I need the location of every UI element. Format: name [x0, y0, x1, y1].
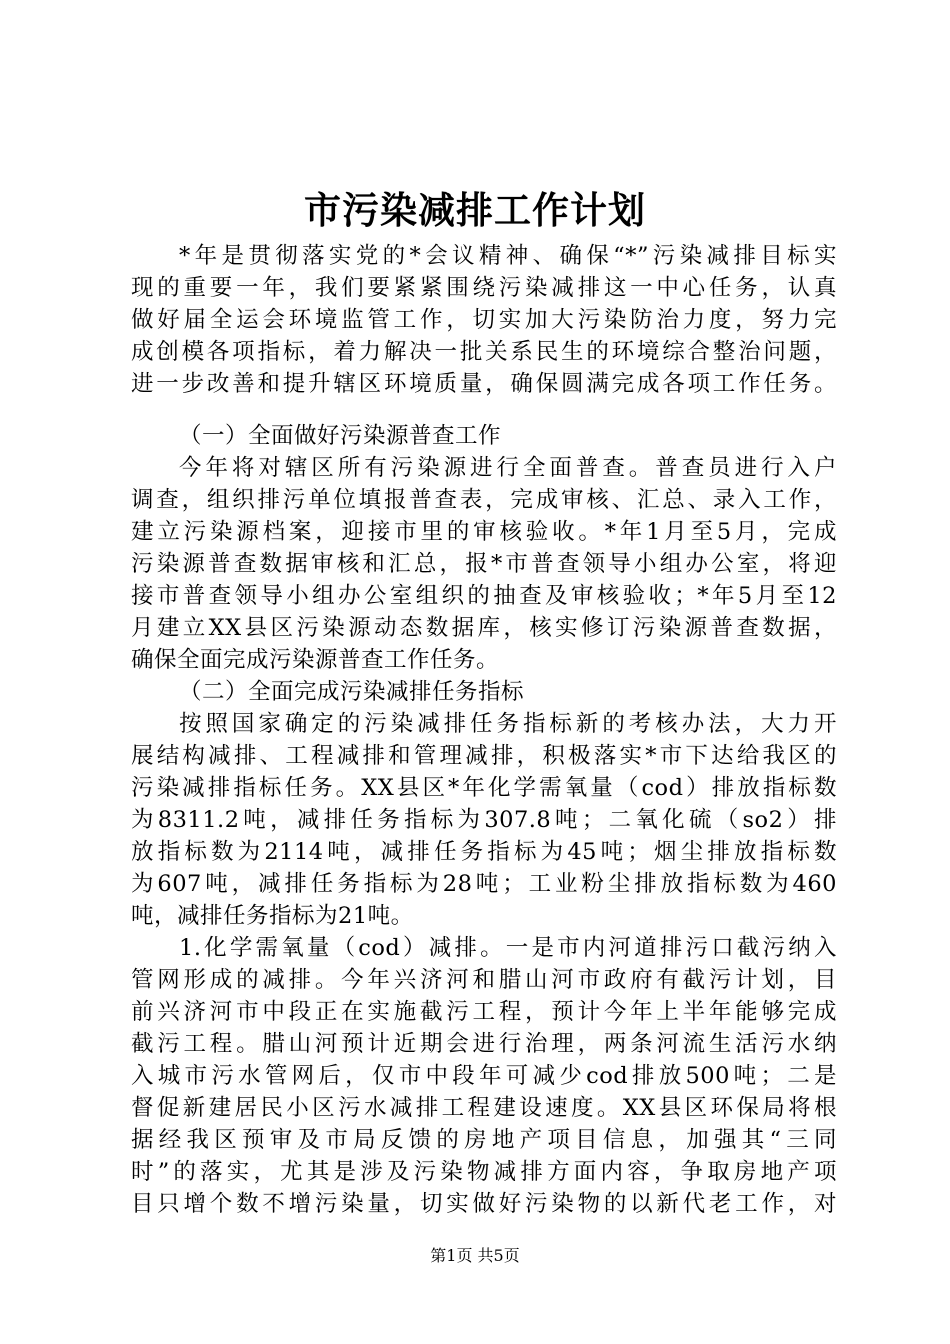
text-line: 污染减排指标任务。XX县区*年化学需氧量（cod）排放指标数	[131, 775, 837, 801]
document-body	[131, 240, 837, 1220]
text-line: 调查，组织排污单位填报普查表，完成审核、汇总、录入工作，	[131, 487, 837, 513]
intro-paragraph	[131, 240, 837, 400]
section-heading: （二）全面完成污染减排任务指标	[179, 679, 525, 705]
text-line: 现的重要一年，我们要紧紧围绕污染减排这一中心任务，认真	[131, 275, 837, 301]
text-line: 污染源普查数据审核和汇总，报*市普查领导小组办公室，将迎	[131, 551, 837, 577]
section-heading: （一）全面做好污染源普查工作	[179, 423, 502, 449]
text-line: 放指标数为2114吨，减排任务指标为45吨；烟尘排放指标数	[131, 839, 837, 865]
text-line: 月建立XX县区污染源动态数据库，核实修订污染源普查数据，	[131, 615, 837, 641]
text-line: 按照国家确定的污染减排任务指标新的考核办法，大力开	[179, 711, 837, 737]
text-line: *年是贯彻落实党的*会议精神、确保“*”污染减排目标实	[179, 243, 837, 269]
text-line: 截污工程。腊山河预计近期会进行治理，两条河流生活污水纳	[131, 1031, 837, 1057]
text-line: 1.化学需氧量（cod）减排。一是市内河道排污口截污纳入	[179, 935, 837, 961]
text-line: 目只增个数不增污染量，切实做好污染物的以新代老工作，对	[131, 1191, 837, 1217]
text-line: 展结构减排、工程减排和管理减排，积极落实*市下达给我区的	[131, 743, 837, 769]
page-footer: 第1页 共5页	[430, 1246, 520, 1265]
text-line: 做好届全运会环境监管工作，切实加大污染防治力度，努力完	[131, 307, 837, 333]
text-line: 前兴济河市中段正在实施截污工程，预计今年上半年能够完成	[131, 999, 837, 1025]
text-line: 确保全面完成污染源普查工作任务。	[131, 647, 500, 673]
document-title: 市污染减排工作计划	[304, 188, 646, 232]
text-line: 督促新建居民小区污水减排工程建设速度。XX县区环保局将根	[131, 1095, 837, 1121]
text-line: 建立污染源档案，迎接市里的审核验收。*年1月至5月，完成	[131, 519, 837, 545]
text-line: 时”的落实，尤其是涉及污染物减排方面内容，争取房地产项	[131, 1159, 837, 1185]
item1-paragraph	[131, 932, 837, 1220]
paragraph-gap	[131, 400, 837, 420]
text-line: 为607吨，减排任务指标为28吨；工业粉尘排放指标数为460	[131, 871, 837, 897]
section2-paragraph	[131, 708, 837, 932]
text-line: 吨，减排任务指标为21吨。	[131, 903, 414, 929]
text-line: 管网形成的减排。今年兴济河和腊山河市政府有截污计划，目	[131, 967, 837, 993]
section1-paragraph	[131, 452, 837, 676]
text-line: 成创模各项指标，着力解决一批关系民生的环境综合整治问题，	[131, 339, 837, 365]
text-line: 接市普查领导小组办公室组织的抽查及审核验收；*年5月至12	[131, 583, 837, 609]
text-line: 入城市污水管网后，仅市中段年可减少cod排放500吨；二是	[131, 1063, 837, 1089]
text-line: 据经我区预审及市局反馈的房地产项目信息，加强其“三同	[131, 1127, 837, 1153]
text-line: 今年将对辖区所有污染源进行全面普查。普查员进行入户	[179, 455, 837, 481]
text-line: 为8311.2吨，减排任务指标为307.8吨；二氧化硫（so2）排	[131, 807, 837, 833]
text-line: 进一步改善和提升辖区环境质量，确保圆满完成各项工作任务。	[131, 371, 837, 397]
